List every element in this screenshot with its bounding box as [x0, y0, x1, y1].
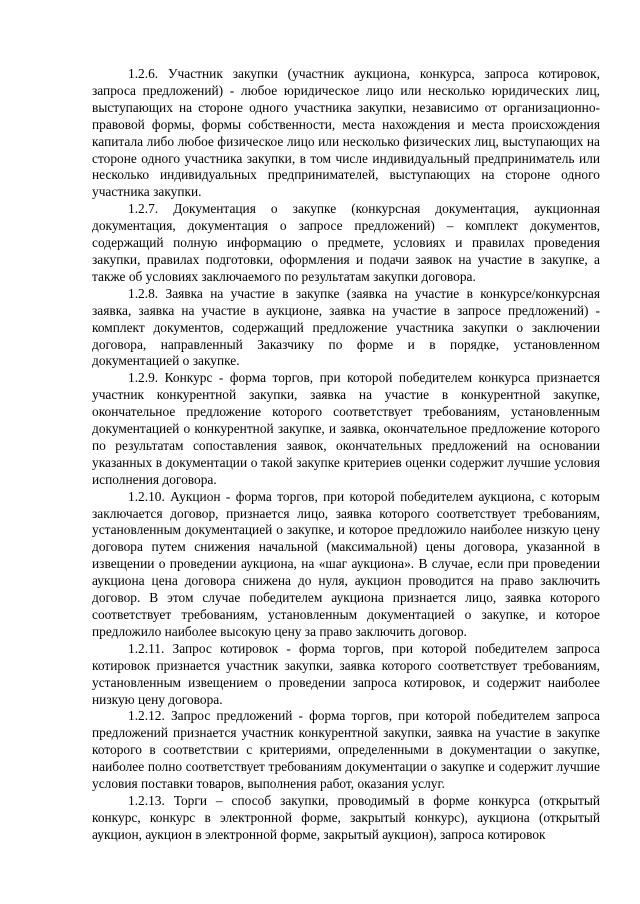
paragraph-number: 1.2.6.: [128, 66, 159, 81]
paragraph-number: 1.2.11.: [128, 640, 165, 656]
paragraph-number: 1.2.13.: [128, 792, 165, 808]
paragraph-1-2-8: [92, 286, 600, 371]
paragraph-number: 1.2.9.: [128, 370, 159, 386]
paragraph-text: Аукцион - форма торгов, при которой победителем аукциона, с которым заключается договор, признается лицо, заявка которого соответствует требованиям, установленным документацией о закупке, и которое предложило наиболее низкую цену договора путем снижения начальной (максимальной) цены договора, указанной в извещении о проведении аукциона, на «шаг аукциона». В случае, если при проведении аукциона цена договора снижена до нуля, аукцион проводится на право заключить договор. В этом случае победителем аукциона признается лицо, заявка которого соответствует требованиям, установленным документацией о закупке, и которое предложило наиболее высокую цену за право заключить договор.: [92, 488, 600, 639]
paragraph-1-2-9: [92, 370, 600, 488]
paragraph-1-2-12: [92, 708, 600, 793]
paragraph-1-2-11: [92, 641, 600, 709]
paragraph-1-2-7: [92, 201, 600, 286]
paragraph-number: 1.2.8.: [128, 285, 159, 301]
paragraph-number: 1.2.7.: [128, 201, 159, 217]
paragraph-number: 1.2.10.: [128, 488, 165, 504]
paragraph-1-2-6: [92, 66, 600, 201]
paragraph-text: Документация о закупке (конкурсная документация, аукционная документация, документация о запросе предложений) – комплект документов, содержащий полную информацию о предмете, условиях и правилах проведения закупки, правилах подготовки, оформления и подачи заявок на участие в закупке, а также об условиях заключаемого по результатам закупки договора.: [92, 201, 600, 284]
paragraph-text: Заявка на участие в закупке (заявка на участие в конкурсе/конкурсная заявка, заявка на участие в аукционе, заявка на участие в запросе предложений) - комплект документов, содержащий предложение участника закупки о заключении договора, направленный Заказчику по форме и в порядке, установленном документацией о закупке.: [92, 285, 600, 369]
paragraph-text: Конкурс - форма торгов, при которой победителем конкурса признается участник конкурентной закупки, заявка на участие в конкурентной закупке, окончательное предложение которого соответствует требованиям, установленным документацией о конкурентной закупке, и заявка, окончательное предложение которого по результатам сопоставления заявок, окончательных предложений на основании указанных в документации о такой закупке критериев оценки содержит лучшие условия исполнения договора.: [92, 370, 600, 487]
paragraph-1-2-13: [92, 793, 600, 844]
paragraph-text: Участник закупки (участник аукциона, конкурса, запроса котировок, запроса предложений) - любое юридическое лицо или несколько юридических лиц, выступающих на стороне одного участника закупки, независимо от организационно-правовой формы, формы собственности, места нахождения и места происхождения капитала либо любое физическое лицо или несколько физических лиц, выступающих на стороне одного участника закупки, в том числе индивидуальный предприниматель или несколько индивидуальных предпринимателей, выступающих на стороне одного участника закупки.: [92, 66, 600, 200]
paragraph-text: Торги – способ закупки, проводимый в форме конкурса (открытый конкурс, конкурс в электронной форме, закрытый конкурс), аукциона (открытый аукцион, аукцион в электронной форме, закрытый аукцион), запроса котировок: [92, 792, 600, 842]
paragraph-text: Запрос котировок - форма торгов, при которой победителем запроса котировок признается участник закупки, заявка которого соответствует требованиям, установленным извещением о проведении запроса котировок, и содержит наиболее низкую цену договора.: [92, 640, 600, 707]
paragraph-text: Запрос предложений - форма торгов, при которой победителем запроса предложений признается участник конкурентной закупки, заявка на участие в закупке которого в соответствии с критериями, определенными в документации о закупке, наиболее полно соответствует требованиям документации о закупке и содержит лучшие условия поставки товаров, выполнения работ, оказания услуг.: [92, 708, 600, 792]
paragraph-1-2-10: [92, 489, 600, 641]
document-page: [92, 66, 600, 844]
paragraph-number: 1.2.12.: [128, 708, 165, 724]
